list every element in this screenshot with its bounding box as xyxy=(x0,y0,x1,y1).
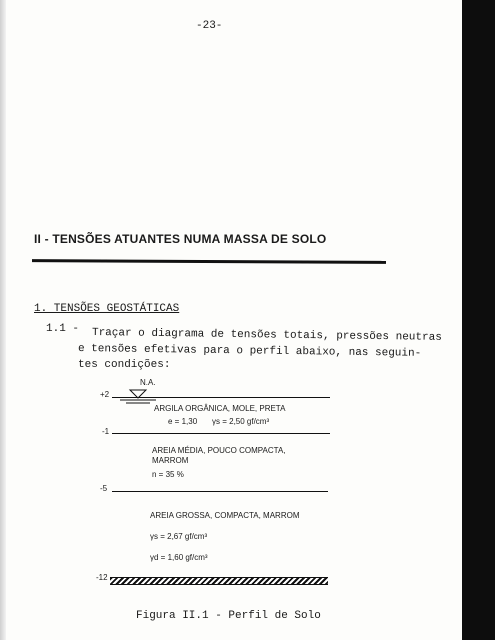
layer-1-name: ARGILA ORGÂNICA, MOLE, PRETA xyxy=(154,404,286,413)
layer-3-unit-weight: γs = 2,67 gf/cm³ xyxy=(150,532,208,541)
layer-2-name-line-2: MARROM xyxy=(152,456,189,465)
layer-2-porosity: n = 35 % xyxy=(152,470,184,479)
chapter-heading: II - TENSÕES ATUANTES NUMA MASSA DE SOLO xyxy=(34,232,327,246)
layer-1-unit-weight: γs = 2,50 gf/cm³ xyxy=(212,417,270,426)
layer-boundary-1 xyxy=(112,433,330,434)
item-number: 1.1 - xyxy=(46,323,80,335)
surface-line xyxy=(112,397,330,398)
elevation-minus-1: -1 xyxy=(102,427,110,436)
item-line-3: tes condições: xyxy=(78,359,171,371)
scan-left-edge xyxy=(0,0,6,640)
elevation-plus-2: +2 xyxy=(100,390,110,399)
layer-2-name-line-1: AREIA MÉDIA, POUCO COMPACTA, xyxy=(152,446,286,455)
elevation-minus-5: -5 xyxy=(100,484,108,493)
layer-3-dry-unit-weight: γd = 1,60 gf/cm³ xyxy=(150,553,208,562)
elevation-minus-12: -12 xyxy=(96,573,108,582)
layer-3-name: AREIA GROSSA, COMPACTA, MARROM xyxy=(150,511,300,520)
figure-caption: Figura II.1 - Perfil de Solo xyxy=(136,610,321,622)
scan-right-border xyxy=(462,0,495,640)
chapter-underline xyxy=(32,259,386,264)
bedrock-hatch xyxy=(110,577,328,585)
item-line-1: Traçar o diagrama de tensões totais, pressões neutras xyxy=(91,327,442,344)
item-line-2: e tensões efetivas para o perfil abaixo, nas seguin- xyxy=(77,343,422,360)
water-level-label: N.A. xyxy=(140,378,156,387)
layer-boundary-2 xyxy=(112,491,328,492)
layer-1-void-ratio: e = 1,30 xyxy=(168,417,198,426)
page-number: -23- xyxy=(196,20,223,32)
section-title: 1. TENSÕES GEOSTÁTICAS xyxy=(34,303,180,315)
